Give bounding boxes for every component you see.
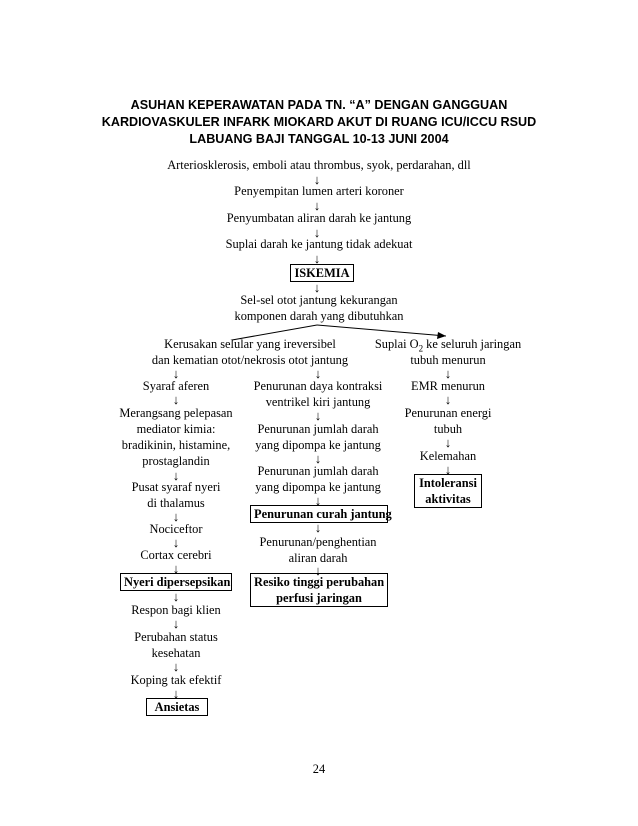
node-contract-line1: Penurunan daya kontraksi xyxy=(253,379,383,393)
node-intolerance-line1: Intoleransi xyxy=(419,476,477,490)
page-number: 24 xyxy=(312,762,326,776)
node-blockage: Penyumbatan aliran darah ke jantung xyxy=(226,211,412,225)
node-status-line2: kesehatan xyxy=(151,646,201,660)
title-line-3: LABUANG BAJI TANGGAL 10-13 JUNI 2004 xyxy=(189,132,449,146)
arrow-down-icon: ↓ xyxy=(172,366,180,381)
arrow-down-icon: ↓ xyxy=(172,616,180,631)
arrow-down-icon: ↓ xyxy=(313,172,321,187)
node-weakness: Kelemahan xyxy=(419,449,477,463)
title-line-1: ASUHAN KEPERAWATAN PADA TN. “A” DENGAN GANGGUAN xyxy=(130,98,508,112)
node-emr: EMR menurun xyxy=(411,379,485,393)
node-risk xyxy=(250,573,388,607)
node-nociceptor: Nociceftor xyxy=(149,522,203,536)
arrow-down-icon: ↓ xyxy=(313,251,321,266)
node-stim-line4: prostaglandin xyxy=(142,454,210,468)
node-cause: Arteriosklerosis, emboli atau thrombus, syok, perdarahan, dll xyxy=(167,158,471,172)
node-contract-line2: ventrikel kiri jantung xyxy=(265,395,371,409)
arrow-down-icon: ↓ xyxy=(172,468,180,483)
node-pain: Nyeri dipersepsikan xyxy=(120,573,232,591)
node-energy-line1: Penurunan energi xyxy=(404,406,492,420)
right-head-post: ke seluruh jaringan xyxy=(423,337,522,351)
arrow-down-icon: ↓ xyxy=(172,589,180,604)
node-cells-line1: Sel-sel otot jantung kekurangan xyxy=(240,293,398,307)
node-pumped2-line1: Penurunan jumlah darah xyxy=(257,464,379,478)
arrow-down-icon: ↓ xyxy=(172,509,180,524)
node-cortex: Cortax cerebri xyxy=(140,548,212,562)
right-head-pre: Suplai O xyxy=(374,337,419,351)
node-cardiac-output: Penurunan curah jantung xyxy=(250,505,388,523)
arrow-down-icon: ↓ xyxy=(313,198,321,213)
node-left-head-line2: dan kematian otot/nekrosis otot jantung xyxy=(151,353,349,367)
title-line-2: KARDIOVASKULER INFARK MIOKARD AKUT DI RUANG ICU/ICCU RSUD xyxy=(101,115,537,129)
node-stim-line2: mediator kimia: xyxy=(136,422,216,436)
node-intolerance xyxy=(414,474,482,508)
arrow-down-icon: ↓ xyxy=(172,535,180,550)
node-pumped1-line2: yang dipompa ke jantung xyxy=(255,438,381,452)
node-narrowing: Penyempitan lumen arteri koroner xyxy=(234,184,404,198)
node-anxiety: Ansietas xyxy=(146,698,208,716)
arrow-down-icon: ↓ xyxy=(444,392,452,407)
node-flow-line1: Penurunan/penghentian xyxy=(259,535,377,549)
node-right-head-line2: tubuh menurun xyxy=(410,353,486,367)
node-pumped2-line2: yang dipompa ke jantung xyxy=(255,480,381,494)
node-left-head-line1: Kerusakan selular yang ireversibel xyxy=(164,337,336,351)
arrow-down-icon: ↓ xyxy=(444,366,452,381)
node-stim-line3: bradikinin, histamine, xyxy=(121,438,231,452)
node-pumped1-line1: Penurunan jumlah darah xyxy=(257,422,379,436)
node-flow-line2: aliran darah xyxy=(288,551,348,565)
node-energy-line2: tubuh xyxy=(433,422,463,436)
node-center-line1: Pusat syaraf nyeri xyxy=(131,480,221,494)
arrow-down-icon: ↓ xyxy=(314,366,322,381)
node-risk-line1: Resiko tinggi perubahan xyxy=(254,575,385,589)
arrow-down-icon: ↓ xyxy=(172,392,180,407)
node-supply: Suplai darah ke jantung tidak adekuat xyxy=(225,237,413,251)
arrow-down-icon: ↓ xyxy=(314,520,322,535)
arrow-down-icon: ↓ xyxy=(314,408,322,423)
node-afferent: Syaraf aferen xyxy=(142,379,210,393)
arrow-down-icon: ↓ xyxy=(444,462,452,477)
node-stim-line1: Merangsang pelepasan xyxy=(119,406,233,420)
arrow-down-icon: ↓ xyxy=(313,225,321,240)
arrow-down-icon: ↓ xyxy=(444,435,452,450)
arrow-down-icon: ↓ xyxy=(314,451,322,466)
node-status-line1: Perubahan status xyxy=(134,630,218,644)
arrow-down-icon: ↓ xyxy=(172,659,180,674)
arrow-down-icon: ↓ xyxy=(313,280,321,295)
node-coping: Koping tak efektif xyxy=(130,673,222,687)
node-risk-line2: perfusi jaringan xyxy=(276,591,362,605)
node-cells-line2: komponen darah yang dibutuhkan xyxy=(234,309,404,323)
branch-line-right xyxy=(317,325,446,336)
node-response: Respon bagi klien xyxy=(131,603,221,617)
arrow-down-icon: ↓ xyxy=(314,493,322,508)
node-center-line2: di thalamus xyxy=(147,496,205,510)
node-intolerance-line2: aktivitas xyxy=(425,492,471,506)
arrow-down-icon: ↓ xyxy=(172,686,180,701)
arrow-down-icon: ↓ xyxy=(172,561,180,576)
arrow-down-icon: ↓ xyxy=(314,563,322,578)
right-head-sub: 2 xyxy=(418,343,424,354)
node-ischemia: ISKEMIA xyxy=(290,264,354,282)
